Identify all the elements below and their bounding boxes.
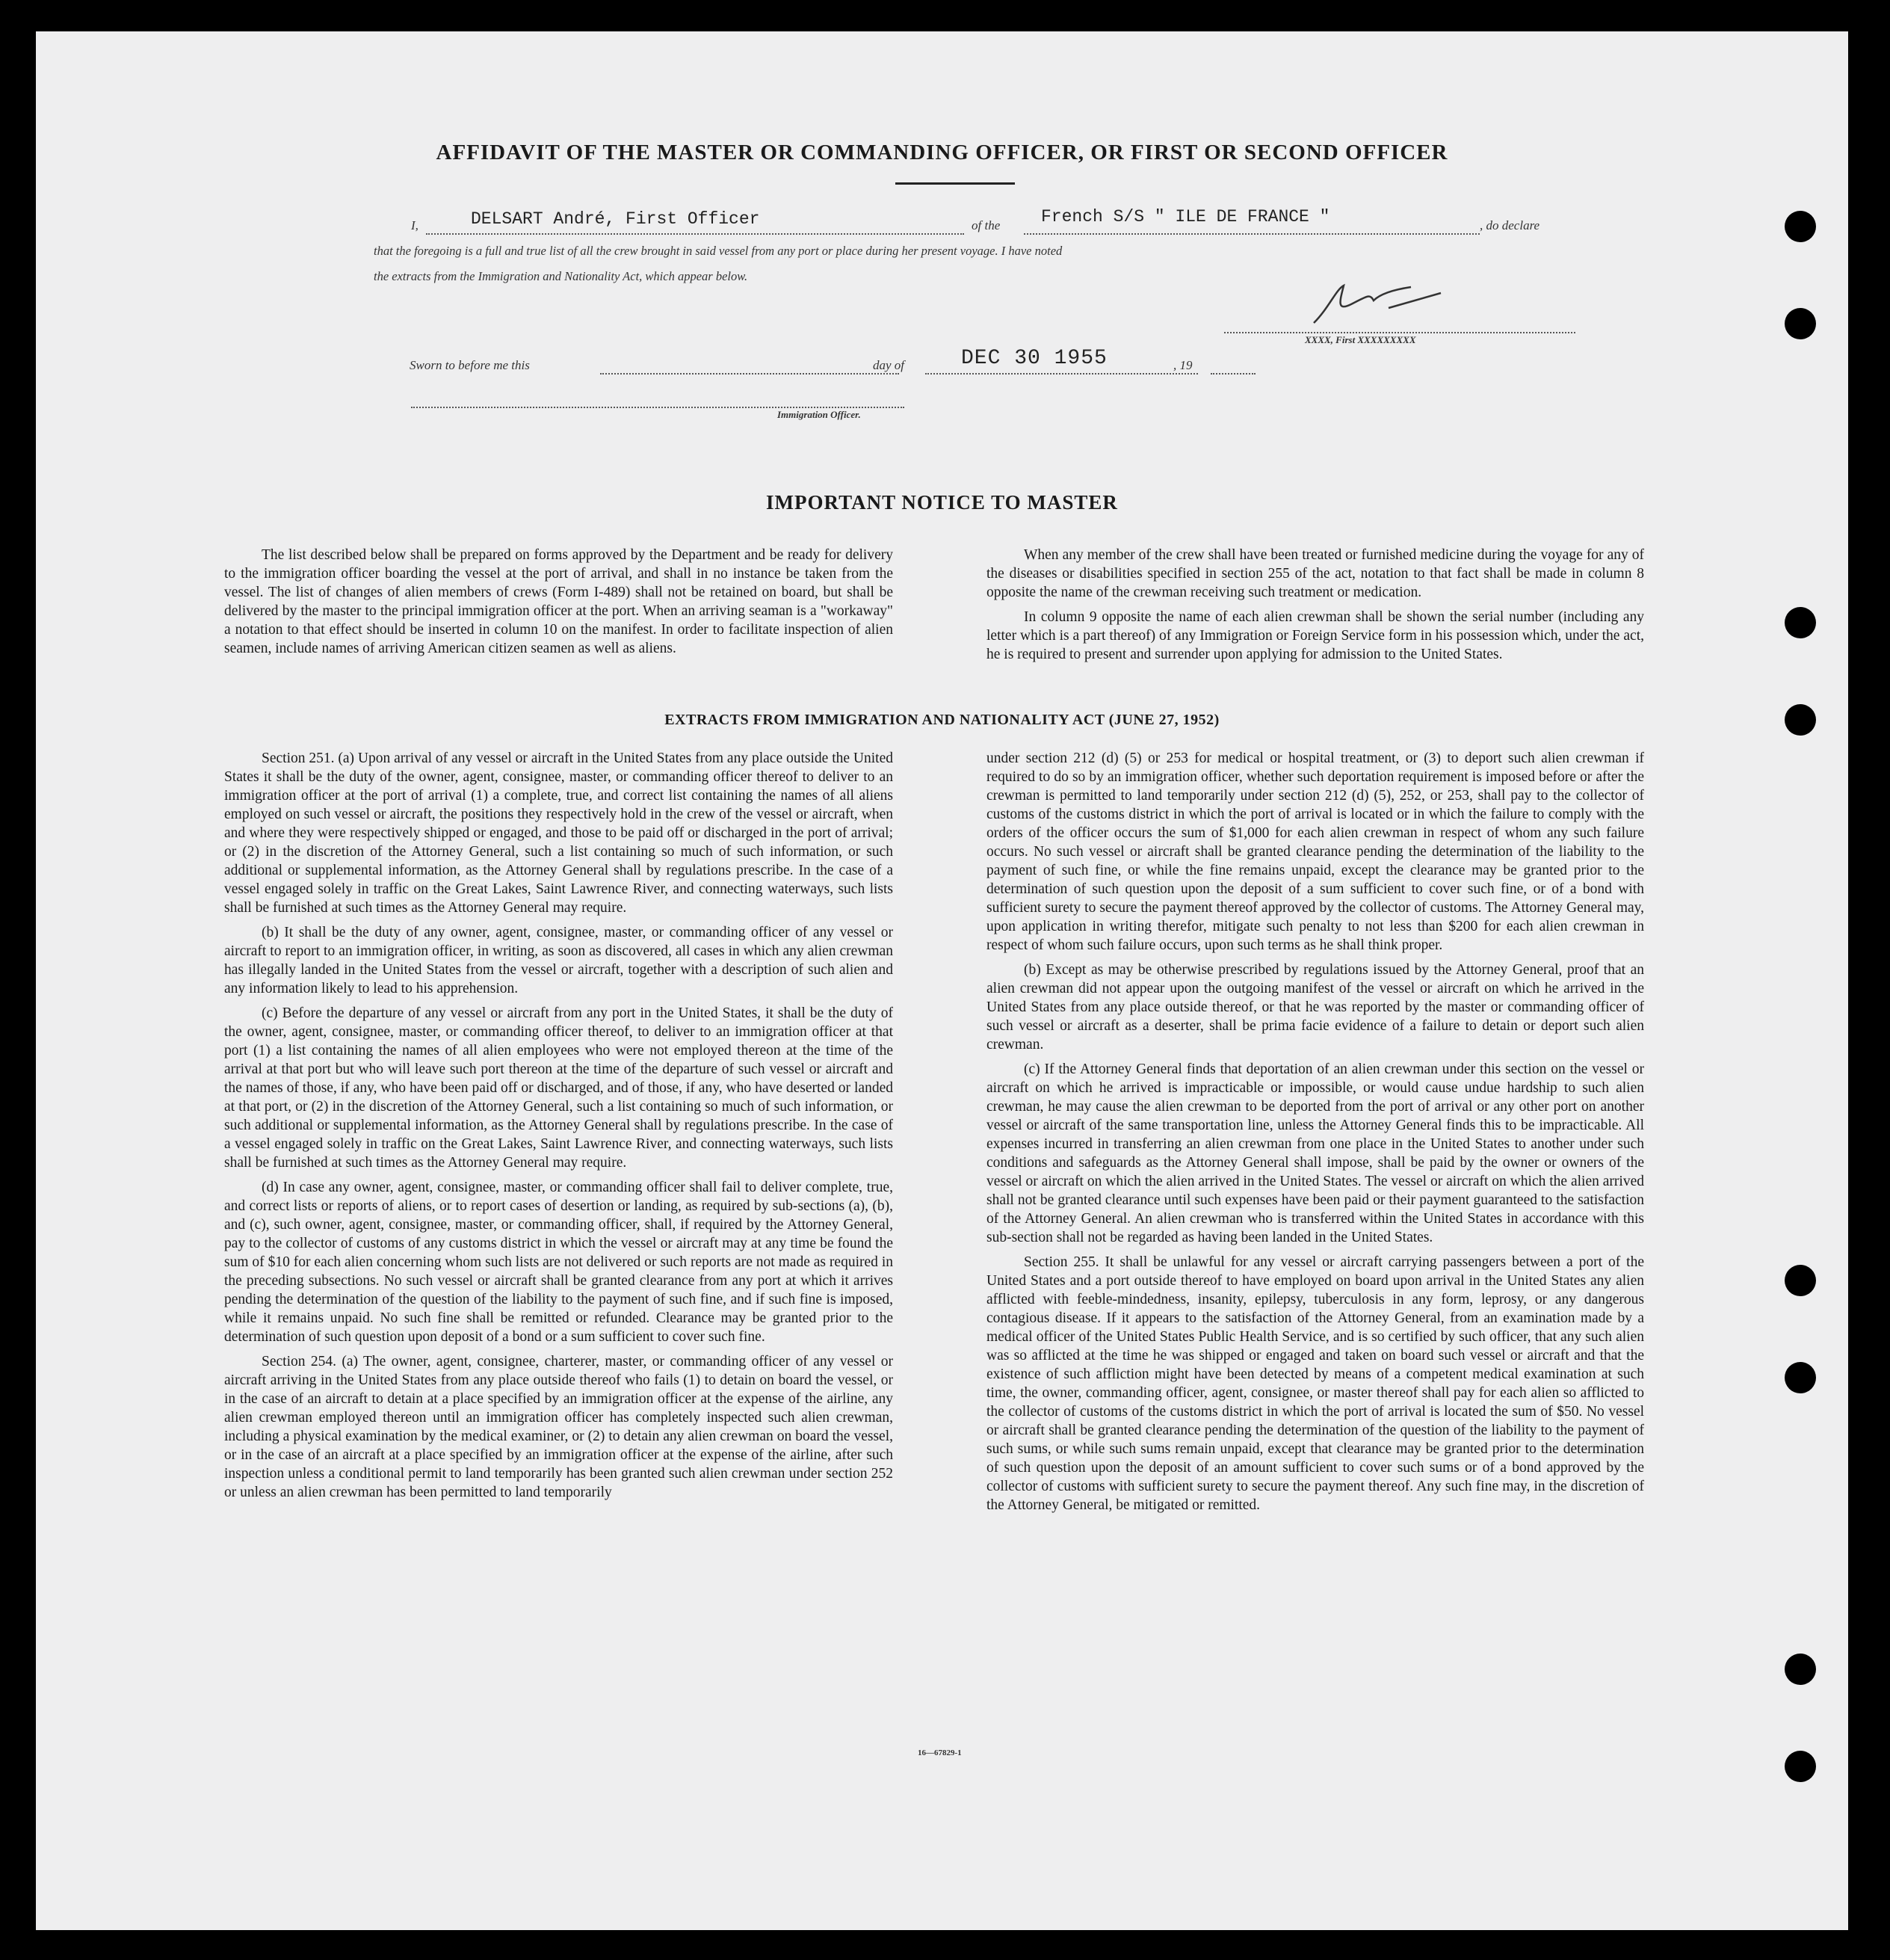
officer-line (411, 407, 904, 408)
name-line (426, 233, 964, 235)
vessel-name: French S/S " ILE DE FRANCE " (1041, 207, 1330, 226)
extracts-right-column (986, 749, 1644, 1520)
signature (1299, 278, 1448, 330)
notice-paragraph: In column 9 opposite the name of each alien crewman shall be shown the serial number (including any letter which is a part thereof) of any Immigration or Foreign Service form in his possession which, under the act, he is required to present and surrender upon applying for admission to the United States. (986, 609, 1644, 662)
section-251d: (d) In case any owner, agent, consignee, master, or commanding officer shall fail to deliver complete, true, and correct lists or reports of aliens, or to report cases of desertion or landing, as required by sub-sections (a), (b), and (c), such owner, agent, consignee, master, or commanding officer, shall, if required by the Attorney General, pay to the collector of customs of any customs district in which the vessel or aircraft may at any time be found the sum of $10 for each alien concerning whom such lists are not delivered or such reports are not made as required in the preceding subsections. No such vessel or aircraft shall be granted clearance from any port at which it arrives pending the determination of the question of the liability to the payment of such fine, and if such fine is imposed, while it remains unpaid. No such fine shall be remitted or refunded. Clearance may be granted prior to the determination of such question upon deposit of a bond or a sum sufficient to cover such fine. (224, 1180, 893, 1345)
officer-label: Immigration Officer. (777, 409, 861, 420)
signature-line (1224, 332, 1575, 333)
sworn-label: Sworn to before me this (410, 358, 530, 372)
of-the-label: of the (972, 218, 1001, 232)
section-251a: Section 251. (a) Upon arrival of any vessel or aircraft in the United States from any place outside the United States it shall be the duty of the owner, agent, consignee, master, or commanding officer thereof to deliver to an immigration officer at the port of arrival (1) a complete, true, and correct list containing the names of all aliens employed on such vessel or aircraft, the positions they respectively hold in the crew of the vessel or aircraft, when and where they were respectively shipped or engaged, and those to be paid off or discharged in the port of arrival; or (2) in the discretion of the Attorney General, such a list containing so much of such information, or such additional or supplemental information, as the Attorney General shall by regulations prescribe. In the case of a vessel engaged solely in traffic on the Great Lakes, Saint Lawrence River, and connecting waterways, such lists shall be furnished at such times as the Attorney General may require. (224, 751, 893, 916)
notice-title: IMPORTANT NOTICE TO MASTER (766, 491, 1118, 514)
extracts-left-column (224, 749, 893, 1508)
notice-paragraph: When any member of the crew shall have been treated or furnished medicine during the voyage for any of the diseases or disabilities specified in section 255 of the act, notation to that fact shall be made in column 8 opposite the name of the crewman receiving such treatment or medication. (986, 547, 1644, 600)
notice-right-column (986, 546, 1644, 670)
notice-paragraph: The list described below shall be prepared on forms approved by the Department and be ready for delivery to the immigration officer boarding the vessel at the port of arrival, and shall in no instance be taken from the vessel. The list of changes of alien members of crews (Form I-489) shall not be retained on board, but shall be delivered by the master to the principal immigration officer at the port. When an arriving seaman is a "workaway" a notation to that effect should be inserted in column 10 on the manifest. In order to facilitate inspection of alien seamen, include names of arriving American citizen seamen as well as aliens. (224, 547, 893, 656)
section-255: Section 255. It shall be unlawful for any vessel or aircraft carrying passengers between a port of the United States and a port outside thereof to have employed on board upon arrival in the United States any alien afflicted with feeble-mindedness, insanity, epilepsy, tuberculosis in any form, leprosy, or any dangerous contagious disease. If it appears to the satisfaction of the Attorney General, from an examination made by a medical officer of the United States Public Health Service, and is so certified by such officer, that any such alien was so afflicted at the time he was shipped or engaged and taken on board such vessel or aircraft and that the existence of such affliction might have been detected by means of a competent medical examination at such time, the owner, commanding officer, agent, consignee, or master thereof shall pay for each alien so afflicted to the collector of customs of the customs district in which the port of arrival is located the sum of $50. No vessel or aircraft shall be granted clearance pending the determination of the question of the liability to the payment of such sums, or while such sums remain unpaid, except that clearance may be granted prior to the determination of such question upon the deposit of an amount sufficient to cover such sums or of a bond approved by the collector of customs with sufficient surety to secure the payment thereof. Any such fine may, in the discretion of the Attorney General, be mitigated or remitted. (986, 1254, 1644, 1513)
date-line (925, 373, 1198, 375)
declaration-line-2: the extracts from the Immigration and Nationality Act, which appear below. (374, 269, 748, 283)
title-rule (895, 182, 1015, 185)
form-number: 16—67829-1 (918, 1748, 962, 1757)
binder-hole (1785, 308, 1816, 339)
notice-left-column (224, 546, 893, 664)
i-label: I, (411, 218, 419, 232)
signer-title: XXXX, First XXXXXXXXX (1305, 334, 1416, 345)
binder-hole (1785, 1654, 1816, 1685)
binder-hole (1785, 1751, 1816, 1782)
binder-hole (1785, 1265, 1816, 1296)
year-line (1211, 373, 1256, 375)
year-label: , 19 (1173, 358, 1193, 372)
section-254c: (c) If the Attorney General finds that deportation of an alien crewman under this section on the vessel or aircraft on which he arrived is impracticable or impossible, or would cause undue hardship to such alien crewman, he may cause the alien crewman to be deported from the port of arrival or any other port on another vessel or aircraft of the same transportation line, unless the Attorney General finds this to be impracticable. All expenses incurred in transferring an alien crewman from one place in the United States to another under such conditions and safeguards as the Attorney General shall impose, shall be paid by the owner or owners of the vessel or aircraft on which the alien arrived in the United States. The vessel or aircraft on which the alien arrived shall not be granted clearance until such expenses have been paid or their payment guaranteed to the satisfaction of the Attorney General. An alien crewman who is transferred within the United States in accordance with this sub-section shall not be regarded as having been landed in the United States. (986, 1061, 1644, 1245)
declaration-line: that the foregoing is a full and true list of all the crew brought in said vessel from any port or place during her present voyage. I have noted (374, 244, 1063, 258)
day-of-label: day of (873, 358, 905, 372)
section-254a: Section 254. (a) The owner, agent, consignee, charterer, master, or commanding officer of any vessel or aircraft arriving in the United States from any place outside thereof who fails (1) to detain on board the vessel, or in the case of an aircraft to detain at a place specified by an immigration officer at the expense of the airline, any alien crewman employed thereon until an immigration officer has completely inspected such alien crewman, including a physical examination by the medical examiner, or (2) to detain any alien crewman on board the vessel, or in the case of an aircraft at a place specified by an immigration officer at the expense of the airline, after such inspection unless a conditional permit to land temporarily has been granted such alien crewman under section 252 or unless an alien crewman has been permitted to land temporarily (224, 1354, 893, 1500)
section-251b: (b) It shall be the duty of any owner, agent, consignee, master, or commanding officer of any vessel or aircraft to report to an immigration officer, in writing, as soon as discovered, all cases in which any alien crewman has illegally landed in the United States from the vessel or aircraft, together with a description of such alien and any information likely to lead to his apprehension. (224, 925, 893, 996)
affidavit-title: AFFIDAVIT OF THE MASTER OR COMMANDING OFFICER, OR FIRST OR SECOND OFFICER (436, 141, 1448, 164)
binder-hole (1785, 607, 1816, 638)
document-page (36, 31, 1848, 1930)
section-254b: (b) Except as may be otherwise prescribed by regulations issued by the Attorney General, proof that an alien crewman did not appear upon the outgoing manifest of the vessel or aircraft on which he arrived in the United States from any place outside thereof, or that he was reported by the master or commanding officer of such vessel or aircraft as a deserter, shall be prima facie evidence of a failure to detain or deport such alien crewman. (986, 962, 1644, 1053)
binder-hole (1785, 211, 1816, 242)
binder-hole (1785, 1362, 1816, 1393)
section-251c: (c) Before the departure of any vessel or aircraft from any port in the United States, it shall be the duty of the owner, agent, consignee, master, or commanding officer thereof, to deliver to an immigration officer at that port (1) a list containing the names of all alien employees who were not employed thereon at the time of the arrival at that port but who will leave such port thereon at the time of the departure of such vessel or aircraft and the names of those, if any, who have been paid off or discharged, and of those, if any, who have deserted or landed at that port, or (2) in the discretion of the Attorney General, such a list containing so much of such information, or such additional or supplemental information, as the Attorney General shall by regulations prescribe. In the case of a vessel engaged solely in traffic on the Great Lakes, Saint Lawrence River, and connecting waterways, such lists shall be furnished at such times as the Attorney General may require. (224, 1005, 893, 1171)
vessel-line (1024, 233, 1480, 235)
sworn-day-line (600, 373, 899, 375)
date-stamp: DEC 30 1955 (961, 347, 1108, 370)
section-254a-continued: under section 212 (d) (5) or 253 for medical or hospital treatment, or (3) to deport such alien crewman if required to do so by an immigration officer, whether such deportation requirement is imposed before or after the crewman is permitted to land temporarily under section 212 (d) (5), 252, or 253, shall pay to the collector of customs of the customs district in which the port of arrival is located or in which the failure to comply with the orders of the officer occurs the sum of $1,000 for each alien crewman in respect of whom any such failure occurs. No such vessel or aircraft shall be granted clearance pending the determination of the liability to the payment of such fine, or while the fine remains unpaid, except the clearance may be granted prior to the determination of such question upon the deposit of a sum sufficient to cover such fine, or of a bond with sufficient surety to secure the payment thereof approved by the collector of customs. The Attorney General may, upon application in writing therefor, mitigate such penalty to not less than $200 for each alien crewman in respect of whom such failure occurs, upon such terms as he shall think proper. (986, 751, 1644, 953)
officer-name: DELSART André, First Officer (471, 209, 760, 229)
do-declare-label: , do declare (1480, 218, 1540, 232)
extracts-title: EXTRACTS FROM IMMIGRATION AND NATIONALITY ACT (JUNE 27, 1952) (664, 712, 1220, 728)
